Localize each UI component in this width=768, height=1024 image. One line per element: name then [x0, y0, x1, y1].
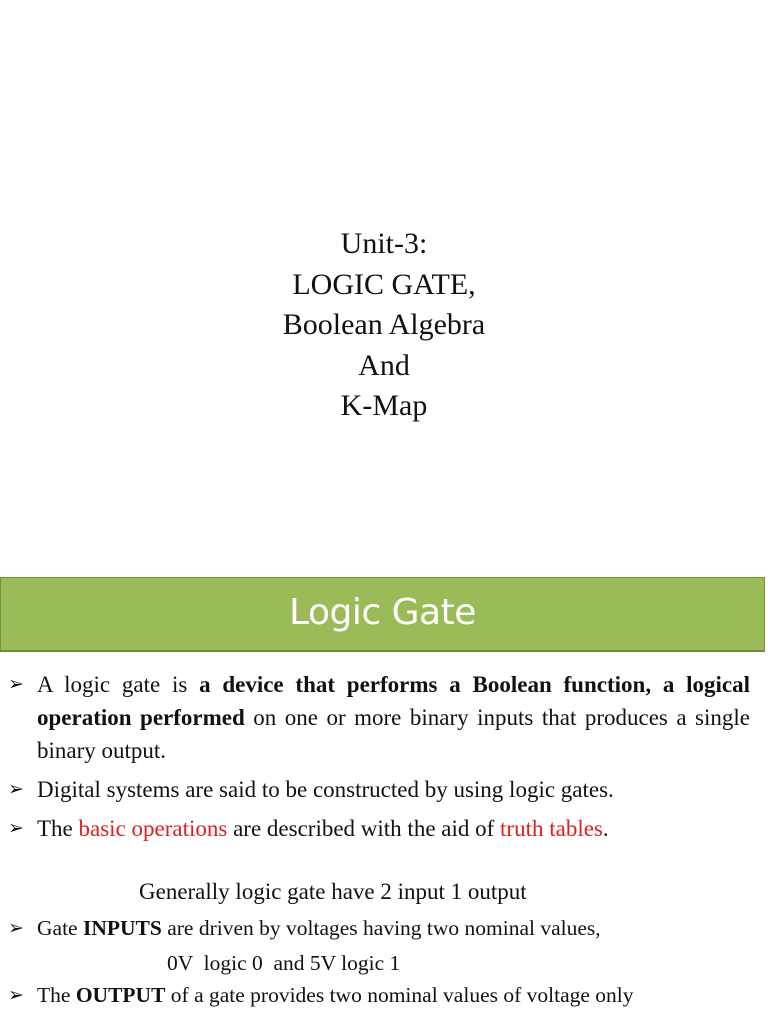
title-line-kmap: K-Map [340, 389, 428, 422]
bullet-text: A logic gate is [37, 672, 200, 697]
arrow-bullet-icon: ➢ [8, 778, 24, 800]
bullet-text: The [37, 816, 79, 841]
bullet-text: on one or more binary inputs that produces a single binary output. [37, 705, 750, 763]
bullet-text: of a gate provides two nominal values of voltage only [165, 983, 634, 1007]
highlight-basic-operations: basic operations [78, 816, 228, 841]
title-line-boolean-algebra: Boolean Algebra [282, 308, 486, 341]
title-line-logic-gate: LOGIC GATE, [292, 267, 476, 301]
slide-title-block [0, 224, 768, 427]
bullet-text: Digital systems are said to be constructed by using logic gates. [37, 777, 614, 802]
bullet-definition [0, 668, 768, 767]
note-two-input-one-output: Generally logic gate have 2 input 1 output [139, 879, 527, 904]
slide-content [0, 668, 768, 1012]
title-line-and: And [358, 348, 410, 382]
section-banner [0, 577, 765, 652]
highlight-truth-tables: truth tables [500, 816, 603, 841]
arrow-bullet-icon: ➢ [8, 673, 24, 695]
title-line-unit: Unit-3: [340, 227, 428, 260]
bullet-text: . [602, 816, 609, 841]
bullet-text: Gate [37, 916, 83, 940]
arrow-bullet-icon: ➢ [8, 984, 24, 1006]
arrow-bullet-icon: ➢ [8, 817, 24, 839]
banner-title: Logic Gate [289, 591, 476, 633]
bullet-gate-output [0, 979, 768, 1012]
bullet-text: are driven by voltages having two nominal values, [161, 916, 601, 940]
bullet-digital-systems [0, 773, 768, 806]
input-voltage-values: 0V logic 0 and 5V logic 1 [167, 951, 401, 975]
bullet-bold-text: INPUTS [82, 916, 162, 940]
bullet-text: The [37, 983, 76, 1007]
bullet-gate-inputs [0, 912, 768, 945]
bullet-basic-operations [0, 812, 768, 845]
bullet-bold-text: a device that performs a Boolean function, a logical operation performed [37, 672, 750, 730]
bullet-bold-text: OUTPUT [75, 983, 166, 1007]
bullet-text: are described with the aid of [227, 816, 501, 841]
arrow-bullet-icon: ➢ [8, 917, 24, 939]
